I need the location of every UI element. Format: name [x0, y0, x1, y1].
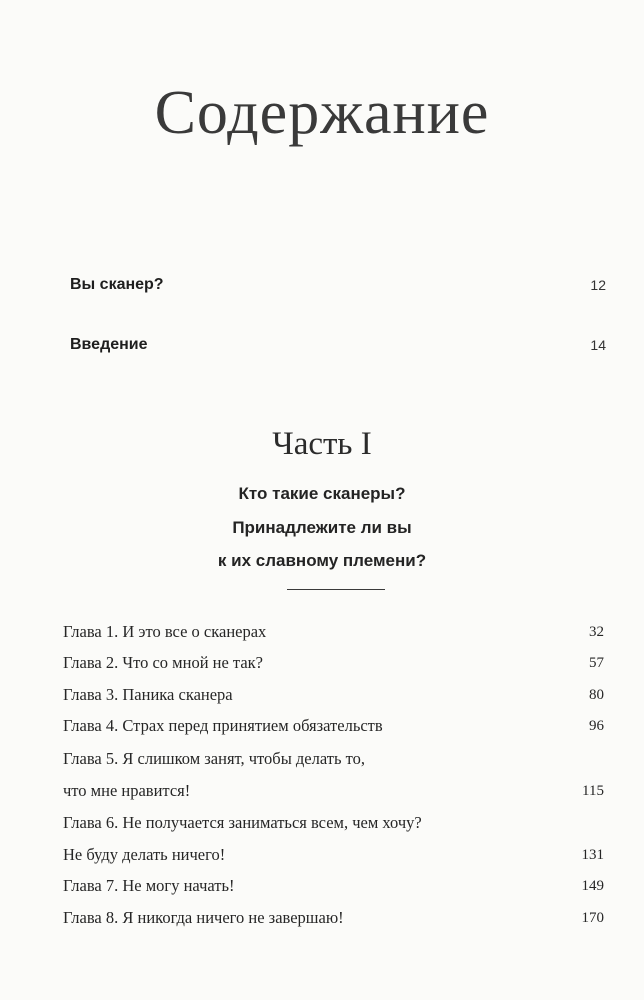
chapter-page: 57 [589, 654, 604, 671]
part-subtitle-line: Принадлежите ли вы [232, 518, 412, 537]
chapter-page: 80 [589, 686, 604, 703]
chapter-row[interactable] [63, 747, 604, 771]
toc-entry-scanner[interactable] [70, 272, 606, 298]
toc-entry-page: 12 [590, 277, 606, 293]
chapter-page: 32 [589, 623, 604, 640]
toc-entry-page: 14 [590, 337, 606, 353]
chapter-title: Глава 7. Не могу начать! [63, 876, 235, 895]
chapter-title: Глава 3. Паника сканера [63, 685, 233, 704]
part-subtitle-line: Кто такие сканеры? [238, 484, 406, 503]
page-title: Содержание [154, 79, 490, 147]
chapter-row[interactable] [63, 811, 604, 835]
chapter-row[interactable] [63, 874, 604, 898]
chapter-title: Не буду делать ничего! [63, 845, 226, 864]
toc-entry-label: Вы сканер? [70, 276, 164, 293]
chapter-row[interactable] [63, 779, 604, 803]
section-divider [287, 589, 385, 590]
toc-entry-label: Введение [70, 336, 148, 353]
toc-entry-introduction[interactable] [70, 332, 606, 358]
chapter-title: Глава 5. Я слишком занят, чтобы делать то, [63, 749, 365, 768]
chapter-row[interactable] [63, 906, 604, 930]
chapter-page: 170 [581, 909, 604, 926]
chapter-title: что мне нравится! [63, 781, 191, 800]
chapter-title: Глава 6. Не получается заниматься всем, чем хочу? [63, 813, 422, 832]
chapter-page: 96 [589, 717, 604, 734]
chapter-row[interactable] [63, 714, 604, 738]
chapter-row[interactable] [63, 651, 604, 675]
chapter-page: 115 [582, 782, 604, 799]
chapter-title: Глава 4. Страх перед принятием обязательств [63, 716, 383, 735]
chapter-title: Глава 1. И это все о сканерах [63, 622, 267, 641]
chapter-title: Глава 8. Я никогда ничего не завершаю! [63, 908, 344, 927]
chapter-row[interactable] [63, 683, 604, 707]
chapter-row[interactable] [63, 843, 604, 867]
chapter-row[interactable] [63, 620, 604, 644]
chapter-page: 131 [581, 846, 604, 863]
part-subtitle-line: к их славному племени? [217, 551, 427, 570]
chapter-title: Глава 2. Что со мной не так? [63, 653, 263, 672]
chapter-page: 149 [581, 877, 604, 894]
part-title: Часть I [272, 426, 372, 462]
